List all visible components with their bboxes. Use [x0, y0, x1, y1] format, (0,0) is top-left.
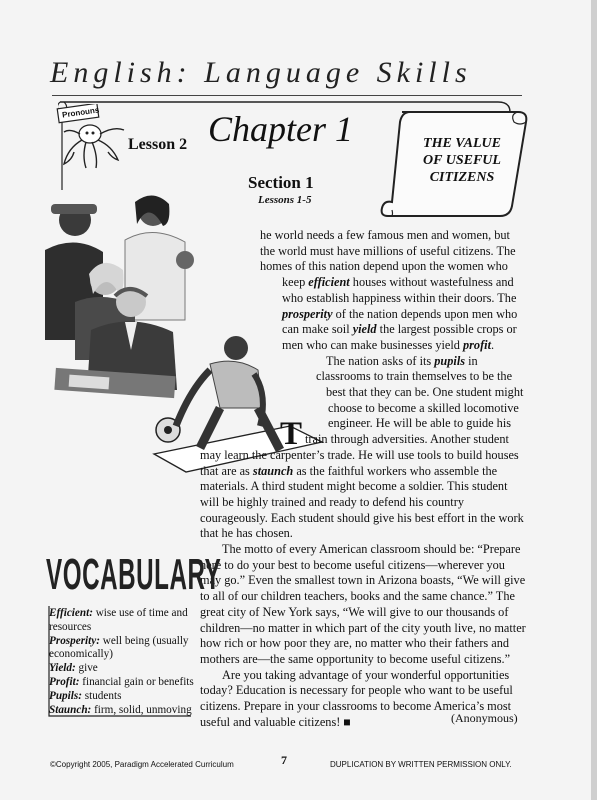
vocabulary-term: Profit: — [49, 675, 80, 688]
story-text — [200, 228, 527, 731]
vocabulary-item — [49, 607, 199, 635]
page-edge — [591, 0, 597, 800]
vocabulary-item — [49, 676, 199, 690]
end-mark: ■ — [343, 714, 351, 729]
vocab-word-emphasis: prosperity — [282, 306, 333, 321]
chapter-title: Chapter 1 — [208, 109, 354, 149]
drop-cap: T — [280, 416, 303, 452]
vocabulary-definition: well being (usually economically) — [49, 634, 189, 661]
vocab-word-emphasis: efficient — [308, 275, 350, 290]
vocabulary-term: Prosperity: — [49, 634, 100, 647]
vocab-word-emphasis: yield — [352, 322, 377, 337]
vocabulary-definition: wise use of time and resources — [49, 607, 188, 633]
pronouns-tag: Pronouns — [61, 105, 100, 120]
story-paragraph-1-text: he world needs a few famous men and women, but the world must have millions of useful citizens. The homes of this nation depend upon the women who keep efficient houses without wastefulness and who establish happiness within their doors. The prosperity of the nation depends upon men who can make soil yield the largest possible crops or men who can make businesses yield profit. — [260, 228, 518, 352]
vocabulary-definition: firm, solid, unmoving — [91, 703, 192, 716]
attribution: (Anonymous) — [451, 711, 518, 725]
vocabulary-definition: students — [81, 689, 122, 702]
vocabulary-item — [49, 704, 199, 718]
lessons-range: Lessons 1-5 — [258, 194, 312, 206]
vocabulary-item — [49, 690, 199, 704]
story-paragraph-4-text: Are you taking advantage of your wonderful opportunities today? Education is necessary for people who want to be useful citizens. Prepare in your classrooms to become America’s most useful and valuable citizens! — [200, 667, 513, 729]
vocabulary-definition: give — [75, 662, 98, 675]
scroll-title-text: THE VALUE OF USEFUL CITIZENS — [423, 136, 501, 185]
story-paragraph-3: The motto of every American classroom should be: “Prepare here to do your best to become useful citizens—wherever you may go.” Even the smallest town in Arizona boasts, “We will give to all of our children teachers, books and the same chance.” The great city of New York says, “We will give to our thousands of children—no matter in which part of the city youth live, no matter how rich or how poor they are, no matter who their fathers and mothers are—the same opportunity to become useful citizens.” — [200, 542, 526, 666]
vocabulary-title: VOCABULARY — [46, 550, 222, 599]
vocab-word-emphasis: staunch — [252, 463, 294, 478]
vocabulary-item — [49, 635, 199, 663]
page-header-title: English: Language Skills — [50, 56, 472, 89]
vocabulary-definition: financial gain or benefits — [79, 675, 194, 688]
vocabulary-term: Efficient: — [49, 607, 93, 619]
section-title: Section 1 — [248, 173, 314, 192]
lesson-label: Lesson 2 — [128, 136, 188, 153]
vocab-word-emphasis: pupils — [434, 353, 466, 368]
footer-notice: DUPLICATION BY WRITTEN PERMISSION ONLY. — [330, 760, 512, 769]
vocabulary-term: Yield: — [49, 662, 76, 675]
footer-copyright: ©Copyright 2005, Paradigm Accelerated Curriculum — [50, 760, 234, 769]
vocabulary-term: Staunch: — [49, 703, 92, 716]
page-number: 7 — [281, 753, 287, 767]
story-paragraph-2-text: The nation asks of its pupils in classrooms to train themselves to be the best that they can be. One student might choose to become a skilled locomotive engineer. He will be able to guide his train through adversities. Another student may learn the carpenter’s trade. He will use tools to build houses that are as staunch as the faithful workers who assemble the materials. A third student might become a soldier. This student will be highly trained and ready to defend his country courageously. Each student should give his best effort in the work that he has chosen. — [200, 353, 524, 541]
vocabulary-list — [49, 607, 199, 717]
vocab-word-emphasis: profit — [463, 337, 492, 352]
vocabulary-term: Pupils: — [49, 689, 82, 702]
vocabulary-item — [49, 662, 199, 676]
